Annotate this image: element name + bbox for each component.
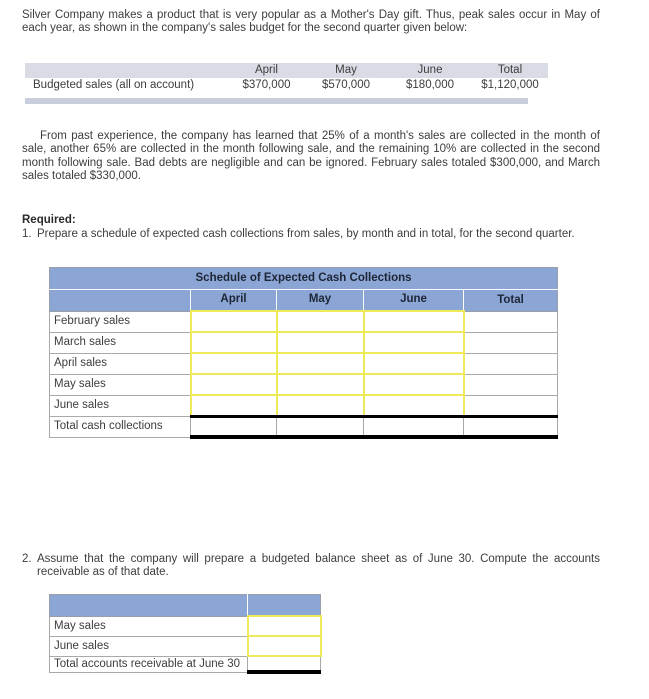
row-label-total-accounts-receivable: Total accounts receivable at June 30 xyxy=(50,656,248,672)
required-heading: Required: xyxy=(22,214,76,226)
row-label-april-sales: April sales xyxy=(50,353,191,374)
receivable-header-empty-value xyxy=(248,595,321,617)
total-cell-april xyxy=(464,353,558,374)
sales-budget-value-june: $180,000 xyxy=(388,78,472,94)
table-row xyxy=(50,332,558,353)
row-label-march-sales: March sales xyxy=(50,332,191,353)
input-cell-june-may[interactable] xyxy=(277,395,364,416)
cash-collections-header-june: June xyxy=(364,290,464,312)
required-item-2 xyxy=(22,553,600,580)
receivable-header-empty-label xyxy=(50,595,248,617)
row-label-receivable-may-sales: May sales xyxy=(50,616,248,636)
input-cell-june-june[interactable] xyxy=(364,395,464,416)
table-row xyxy=(50,616,321,636)
row-label-total-cash-collections: Total cash collections xyxy=(50,416,191,437)
sum-cell-total-accounts-receivable xyxy=(248,656,321,672)
total-cell-june xyxy=(464,395,558,416)
cash-collections-title: Schedule of Expected Cash Collections xyxy=(50,268,558,290)
cash-collections-header-empty xyxy=(50,290,191,312)
table-row xyxy=(50,374,558,395)
input-cell-may-may[interactable] xyxy=(277,374,364,395)
intro-paragraph-1: Silver Company makes a product that is very popular as a Mother's Day gift. Thus, peak sales occur in May of each year, as shown in the company's sales budget for the second quarter given below: xyxy=(22,9,600,35)
input-cell-march-april[interactable] xyxy=(191,332,277,353)
row-label-receivable-june-sales: June sales xyxy=(50,636,248,656)
total-cell-may xyxy=(464,374,558,395)
sales-budget-bottom-band xyxy=(25,98,528,104)
sales-budget-data-row xyxy=(25,78,548,94)
required-item-1 xyxy=(22,228,600,241)
sales-budget-value-may: $570,000 xyxy=(304,78,388,94)
input-cell-april-april[interactable] xyxy=(191,353,277,374)
required-item-1-text: Prepare a schedule of expected cash collections from sales, by month and in total, for the second quarter. xyxy=(37,228,575,240)
input-cell-march-june[interactable] xyxy=(364,332,464,353)
total-row xyxy=(50,416,558,437)
intro-paragraph-2: From past experience, the company has learned that 25% of a month's sales are collected in the month of sale, another 65% are collected in the month following sale, and the remaining 10% are collected in the second month following sale. Bad debts are negligible and can be ignored. February sales totaled $300,000, and March sales totaled $330,000. xyxy=(22,130,600,182)
input-cell-march-may[interactable] xyxy=(277,332,364,353)
accounts-receivable-table xyxy=(49,594,322,674)
input-cell-april-june[interactable] xyxy=(364,353,464,374)
sum-cell-june xyxy=(364,416,464,437)
input-cell-june-april[interactable] xyxy=(191,395,277,416)
input-cell-february-may[interactable] xyxy=(277,311,364,332)
cash-collections-title-row xyxy=(50,268,558,290)
table-row xyxy=(50,311,558,332)
cash-collections-header-april: April xyxy=(191,290,277,312)
row-label-february-sales: February sales xyxy=(50,311,191,332)
table-row xyxy=(50,395,558,416)
sales-budget-row-label: Budgeted sales (all on account) xyxy=(25,78,229,94)
sales-budget-header-empty xyxy=(25,63,229,78)
row-label-june-sales: June sales xyxy=(50,395,191,416)
sum-cell-may xyxy=(277,416,364,437)
row-label-may-sales: May sales xyxy=(50,374,191,395)
total-row xyxy=(50,656,321,672)
input-cell-february-april[interactable] xyxy=(191,311,277,332)
required-item-2-text: Assume that the company will prepare a budgeted balance sheet as of June 30. Compute the accounts receivable as of that date. xyxy=(37,553,600,579)
sum-cell-total xyxy=(464,416,558,437)
total-cell-february xyxy=(464,311,558,332)
cash-collections-table xyxy=(49,267,558,439)
sales-budget-header-may: May xyxy=(304,63,388,78)
input-cell-may-june[interactable] xyxy=(364,374,464,395)
table-row xyxy=(50,353,558,374)
cash-collections-header-may: May xyxy=(277,290,364,312)
sales-budget-value-april: $370,000 xyxy=(229,78,304,94)
sales-budget-table xyxy=(25,63,539,104)
required-item-2-number: 2. xyxy=(22,553,32,565)
cash-collections-header-row xyxy=(50,290,558,312)
sales-budget-header-total: Total xyxy=(472,63,548,78)
cash-collections-header-total: Total xyxy=(464,290,558,312)
input-cell-may-april[interactable] xyxy=(191,374,277,395)
receivable-header-row xyxy=(50,595,321,617)
input-cell-april-may[interactable] xyxy=(277,353,364,374)
sales-budget-header-june: June xyxy=(388,63,472,78)
input-cell-february-june[interactable] xyxy=(364,311,464,332)
table-row xyxy=(50,636,321,656)
sales-budget-header-april: April xyxy=(229,63,304,78)
sales-budget-value-total: $1,120,000 xyxy=(472,78,548,94)
input-cell-receivable-may[interactable] xyxy=(248,616,321,636)
sales-budget-header-row xyxy=(25,63,548,78)
total-cell-march xyxy=(464,332,558,353)
required-item-1-number: 1. xyxy=(22,228,32,240)
input-cell-receivable-june[interactable] xyxy=(248,636,321,656)
sum-cell-april xyxy=(191,416,277,437)
